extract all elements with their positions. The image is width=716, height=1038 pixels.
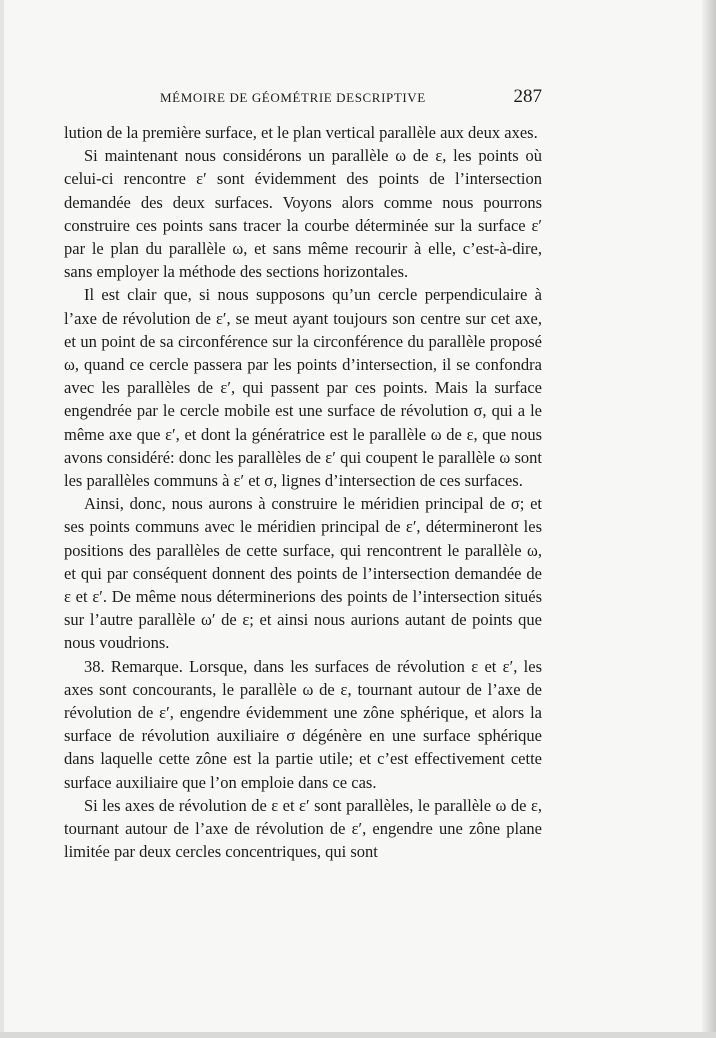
paragraph-meridian-construction: Ainsi, donc, nous aurons à construire le méridien principal de σ; et ses points communs avec le méridien principal de ε′, détermineront les positions des parallèles de cette surface, qui rencontrent le parallèle ω, et qui par conséquent donnent des points de l’intersection demandée de ε et ε′. De même nous déterminerions des points de l’intersection situés sur l’autre parallèle ω′ de ε; et ainsi nous aurions autant de points que nous voudrions.	[64, 494, 542, 653]
page-number: 287	[513, 86, 542, 107]
page-header	[160, 86, 542, 108]
paragraph-remark-38: 38. Remarque. Lorsque, dans les surfaces de révolution ε et ε′, les axes sont concourants, le parallèle ω de ε, tournant autour de l’axe de révolution de ε′, engendre évidemment une zône sphérique, et alors la surface de révolution auxiliaire σ dégénère en une surface sphérique dans laquelle cette zône est la partie utile; et c’est effectivement cette surface auxiliaire que l’on emploie dans ce cas.	[64, 656, 542, 792]
paragraph-moving-circle: Il est clair que, si nous supposons qu’un cercle perpendiculaire à l’axe de révolution de ε′, se meut ayant toujours son centre sur cet axe, et un point de sa circonférence sur la circonférence du parallèle proposé ω, quand ce cercle passera par les points d’intersection, il se confondra avec les parallèles de ε′, qui passent par ces points. Mais la surface engendrée par le cercle mobile est une surface de révolution σ, qui a le même axe que ε′, et dont la génératrice est le parallèle ω de ε, que nous avons considéré: donc les parallèles de ε′ qui coupent le parallèle ω sont les parallèles communs à ε′ et σ, lignes d’intersection de ces surfaces.	[64, 285, 542, 491]
running-title: MÉMOIRE DE GÉOMÉTRIE DESCRIPTIVE	[160, 90, 426, 105]
body-text	[64, 121, 542, 864]
paragraph-parallel-intersection: Si maintenant nous considérons un parallèle ω de ε, les points où celui-ci rencontre ε′ sont évidemment des points de l’intersection demandée des deux surfaces. Voyons alors comme nous pourrons construire ces points sans tracer la courbe déterminée sur la surface ε′ par le plan du parallèle ω, et sans même recourir à elle, c’est-à-dire, sans employer la méthode des sections horizontales.	[64, 146, 542, 282]
paragraph-continuation: lution de la première surface, et le plan vertical parallèle aux deux axes.	[64, 123, 538, 142]
paragraph-parallel-axes: Si les axes de révolution de ε et ε′ sont parallèles, le parallèle ω de ε, tournant autour de l’axe de révolution de ε′, engendre une zône plane limitée par deux cercles concentriques, qui sont	[64, 795, 542, 862]
page-bottom-edge	[0, 1032, 716, 1038]
page-left-edge	[0, 0, 4, 1038]
page-right-edge-shadow	[702, 0, 716, 1038]
